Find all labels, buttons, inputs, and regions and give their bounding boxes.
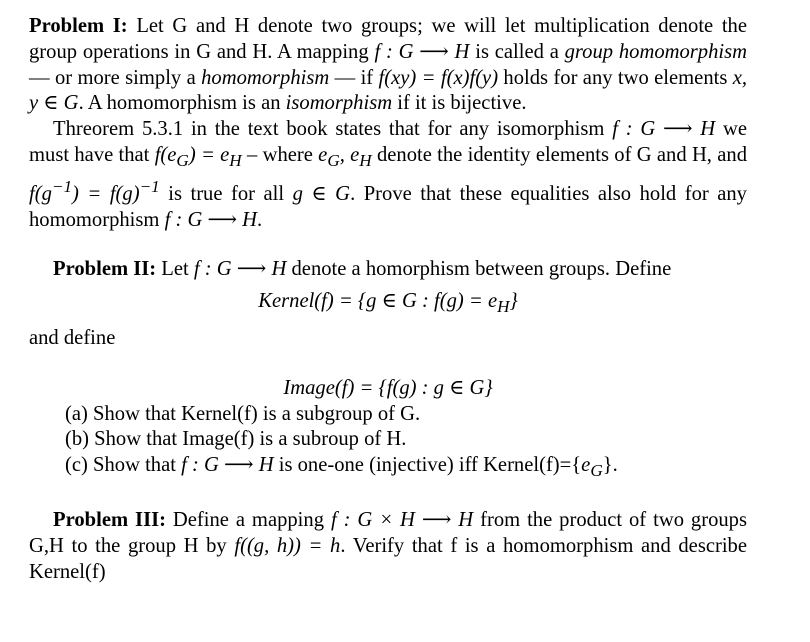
item-text: }.: [602, 454, 618, 477]
problem-1-heading: Problem I:: [29, 15, 128, 37]
math-mapping: f : G ⟶ H: [193, 258, 287, 281]
item-text: Show that Kernel(f) is a subgroup of G.: [93, 402, 421, 425]
math-sub: G: [327, 151, 340, 171]
text: . Prove that these equalities also hold for any homomorphism: [29, 182, 747, 231]
text: holds for any two elements: [498, 66, 733, 89]
kernel-definition: [29, 289, 747, 320]
item-label: (c): [65, 454, 88, 477]
math-part: e: [581, 454, 591, 477]
text: – where: [241, 143, 319, 166]
text: — or more simply a: [29, 66, 202, 89]
math-mapping: f : G ⟶ H: [181, 454, 274, 477]
term-group-homomorphism: group homomorphism: [564, 40, 747, 63]
text: denote a homorphism between groups. Define: [286, 258, 672, 281]
problem-2-list: [29, 402, 747, 485]
math-sup: −1: [139, 176, 160, 196]
math-part: e: [318, 143, 328, 166]
math-part: }: [509, 290, 518, 313]
text: is called a: [469, 40, 565, 63]
math-mapping: f : G ⟶ H: [164, 208, 258, 231]
text: from the product of two groups G,H to the group H by: [29, 509, 747, 557]
math-identities: [318, 143, 372, 171]
text: . Verify that f is a homomorphism and describe Kernel(f): [29, 534, 747, 583]
item-label: (b): [65, 428, 90, 451]
math-part: Kernel(f) = {g ∈ G : f(g) = e: [258, 290, 498, 313]
math-sub: G: [590, 461, 603, 481]
math-sub: H: [229, 151, 242, 171]
problem-1-paragraph-2: [29, 117, 747, 233]
text: Let: [156, 258, 194, 281]
math-sub: G: [176, 151, 189, 171]
math-identity-equation: [154, 143, 242, 171]
term-isomorphism: isomorphism: [285, 92, 393, 115]
math-part: ) = e: [188, 143, 230, 166]
math-equation: f((g, h)) = h: [234, 534, 341, 557]
problem-2-intro: [29, 257, 747, 283]
text: we must have that: [29, 118, 747, 166]
math-part: f(g: [29, 182, 52, 205]
math-mapping: f : G ⟶ H: [612, 118, 716, 141]
document-page: [29, 14, 747, 586]
text: Define a mapping: [165, 509, 331, 532]
text: — if: [329, 66, 379, 89]
spacer: [29, 352, 747, 376]
math-forall: g ∈ G: [292, 182, 351, 205]
text: . A homomorphism is an: [78, 92, 286, 115]
item-text: Show that Image(f) is a subroup of H.: [94, 428, 407, 451]
math-sub: H: [359, 151, 372, 171]
item-text: is one-one (injective) iff Kernel(f)={: [273, 454, 582, 477]
list-item-b: [29, 427, 747, 453]
math-sup: −1: [51, 176, 73, 196]
math-sub: H: [497, 297, 510, 317]
text: .: [257, 208, 263, 231]
math-mapping: f : G ⟶ H: [374, 40, 470, 63]
math-part: f(e: [154, 143, 177, 166]
and-define-text: and define: [29, 327, 116, 350]
list-item-a: [29, 402, 747, 428]
problem-1-paragraph-1: [29, 14, 747, 117]
text: Threorem 5.3.1 in the text book states that for any isomorphism: [53, 118, 613, 141]
problem-3-paragraph: [29, 508, 747, 585]
text: denote the identity elements of G and H, and: [371, 143, 747, 166]
math-mapping: f : G × H ⟶ H: [330, 509, 474, 532]
math-inverse-equation: [29, 176, 160, 205]
math-homomorphism-equation: f(xy) = f(x)f(y): [378, 66, 499, 89]
item-label: (a): [65, 402, 88, 425]
text: if it is bijective.: [392, 92, 527, 115]
image-definition: Image(f) = {f(g) : g ∈ G}: [283, 376, 493, 399]
text: is true for all: [159, 182, 293, 205]
problem-3-heading: Problem III:: [53, 509, 166, 532]
list-item-c: [29, 453, 747, 484]
math-part: ) = f(g): [72, 182, 140, 205]
text: Let G and H denote two groups; we will let multiplication denote the group operations in G and H. A mapping: [29, 15, 747, 63]
item-text: Show that: [93, 454, 182, 477]
spacer: [29, 484, 747, 508]
problem-2-heading: Problem II:: [53, 258, 157, 281]
spacer: [29, 233, 747, 257]
term-homomorphism: homomorphism: [201, 66, 330, 89]
math-elements: x, y ∈ G: [29, 66, 748, 115]
math-part: , e: [339, 143, 360, 166]
